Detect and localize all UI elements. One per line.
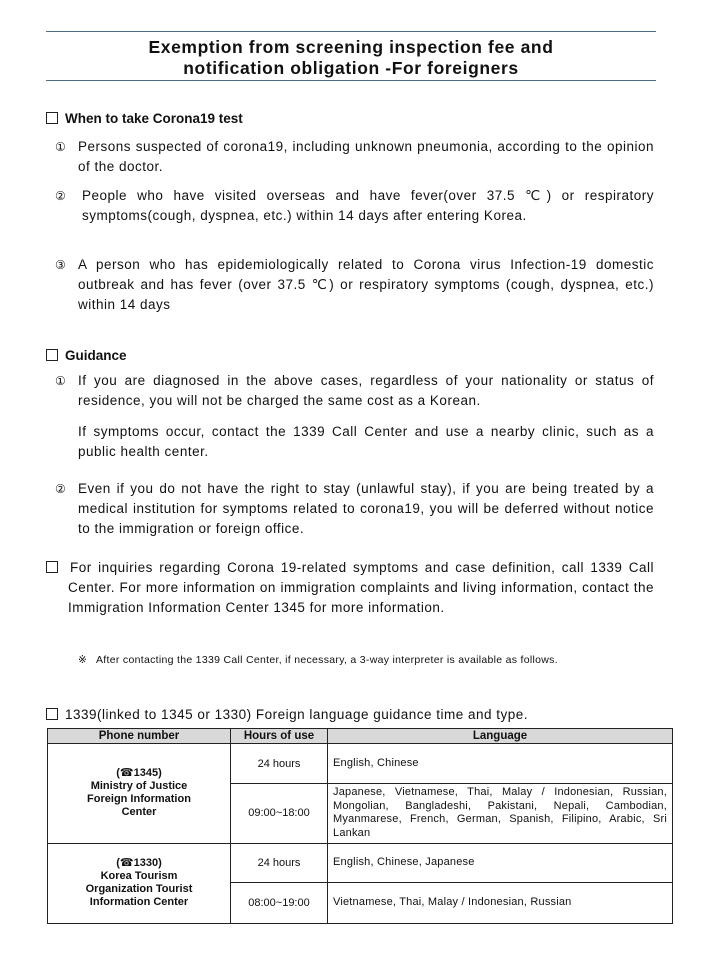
note-marker: ※: [78, 654, 88, 666]
org-name-line: Organization Tourist: [85, 883, 193, 896]
item-marker: ①: [55, 374, 66, 388]
checkbox-square-icon: [46, 561, 58, 573]
org-name-line: Center: [121, 806, 157, 819]
section2-heading-text: Guidance: [65, 348, 127, 363]
header-hours-of-use: Hours of use: [231, 729, 328, 744]
hours-cell: 24 hours: [231, 843, 328, 882]
hours-cell: 08:00~19:00: [231, 882, 328, 923]
item-marker: ②: [55, 189, 66, 203]
hours-cell: 24 hours: [231, 744, 328, 783]
language-cell: English, Chinese: [328, 744, 673, 783]
section1-heading: [46, 111, 243, 126]
org-cell-1345: [48, 744, 231, 843]
item-marker: ②: [55, 482, 66, 496]
section4-heading: [46, 705, 676, 725]
section1-item-2: People who have visited overseas and have fever(over 37.5 ℃) or respiratory symptoms(cough, dyspnea, etc.) within 14 days after entering Korea.: [82, 188, 654, 223]
org-name-line: Information Center: [89, 896, 189, 909]
phone-number: (☎1330): [116, 857, 162, 870]
language-cell: Japanese, Vietnamese, Thai, Malay / Indonesian, Russian, Mongolian, Bangladeshi, Pakistani, Nepali, Cambodian, Myanmarese, French, German, Spanish, Filipino, Arabic, Sri Lankan: [328, 783, 673, 843]
language-cell: English, Chinese, Japanese: [328, 843, 673, 882]
section2-heading: [46, 348, 127, 363]
phone-number: (☎1345): [116, 767, 162, 780]
language-cell: Vietnamese, Thai, Malay / Indonesian, Russian: [328, 882, 673, 923]
section3-note: After contacting the 1339 Call Center, if necessary, a 3-way interpreter is available as follows.: [96, 654, 558, 666]
section2-item-1-extra: If symptoms occur, contact the 1339 Call Center and use a nearby clinic, such as a public health center.: [78, 424, 654, 459]
checkbox-square-icon: [46, 349, 58, 361]
header-phone-number: Phone number: [48, 729, 231, 744]
section1-item-1: Persons suspected of corona19, including unknown pneumonia, according to the opinion of the doctor.: [78, 139, 654, 174]
page-title: [46, 37, 656, 79]
checkbox-square-icon: [46, 708, 58, 720]
title-line-2: notification obligation -For foreigners: [183, 58, 519, 78]
section2-item-2: Even if you do not have the right to stay (unlawful stay), if you are being treated by a medical institution for symptoms related to corona19, you will be deferred without notice to the immigration or foreign office.: [78, 481, 654, 536]
checkbox-square-icon: [46, 112, 58, 124]
table-row: [48, 744, 673, 783]
header-language: Language: [328, 729, 673, 744]
title-line-1: Exemption from screening inspection fee and: [148, 37, 554, 57]
org-name-line: Foreign Information: [87, 793, 191, 806]
section2-item-1: If you are diagnosed in the above cases, regardless of your nationality or status of residence, you will not be charged the same cost as a Korean.: [78, 373, 654, 408]
section4-heading-text: 1339(linked to 1345 or 1330) Foreign language guidance time and type.: [65, 707, 529, 722]
table-header-row: [48, 729, 673, 744]
hours-cell: 09:00~18:00: [231, 783, 328, 843]
section1-heading-text: When to take Corona19 test: [65, 111, 243, 126]
section3-text: For inquiries regarding Corona 19-related symptoms and case definition, call 1339 Call Center. For more information on immigration complaints and living information, contact the Immigration Information Center 1345 for more information.: [68, 560, 654, 615]
item-marker: ①: [55, 140, 66, 154]
title-bottom-rule: [46, 80, 656, 81]
item-marker: ③: [55, 258, 66, 272]
language-guidance-table: [47, 728, 673, 924]
section1-item-3: A person who has epidemiologically related to Corona virus Infection-19 domestic outbreak and has fever (over 37.5 ℃) or respiratory symptoms (cough, dyspnea, etc.) within 14 days: [78, 257, 654, 312]
org-cell-1330: [48, 843, 231, 924]
table-row: [48, 843, 673, 882]
title-top-rule: [46, 31, 656, 32]
org-name-line: Ministry of Justice: [90, 780, 188, 793]
org-name-line: Korea Tourism: [100, 870, 178, 883]
